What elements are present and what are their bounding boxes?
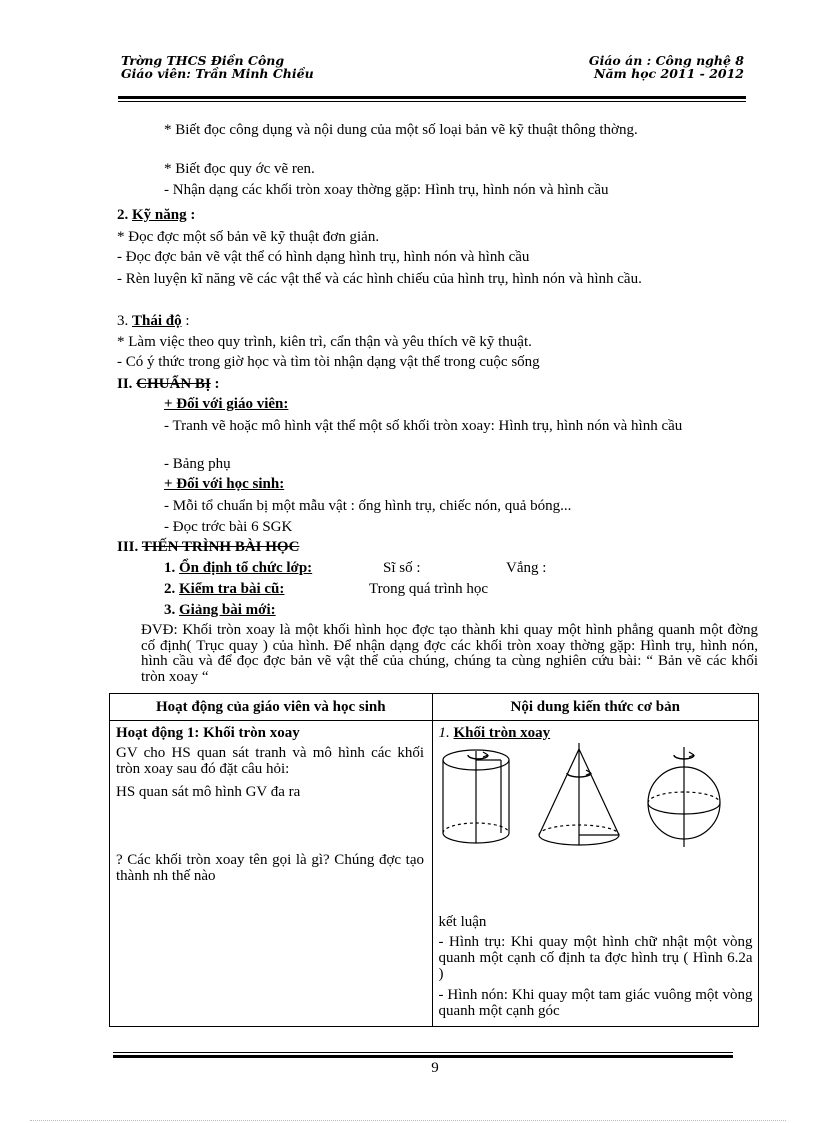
attendance-count: Sĩ số :: [383, 560, 421, 576]
attitude-line: * Làm việc theo quy trình, kiên trì, cẩn thận và yêu thích vẽ kỹ thuật.: [117, 334, 532, 350]
skills-heading-title: Kỹ năng: [132, 207, 187, 223]
attitude-heading-num: 3.: [117, 313, 129, 329]
student-prep-label: + Đối với học sinh:: [164, 476, 285, 492]
prep-heading-num: II.: [117, 376, 133, 392]
lesson-intro: ĐVĐ: Khối tròn xoay là một khối hình học đợc tạo thành khi quay một hình phẳng quanh một đờng cố định( Trục quay ) của hình. Để nhận dạng đợc các khối tròn xoay thờng gặp: Hình trụ, hình nón, hình cầu và để đọc đợc bản vẽ vật thể của chúng, chúng ta cùng nghiên cứu bài: “ Bản vẽ các khối tròn xoay “: [141, 622, 758, 685]
page-edge: [30, 1120, 786, 1121]
step-num: 2.: [164, 581, 176, 597]
prep-heading: [117, 376, 220, 392]
attitude-heading: [117, 313, 190, 329]
sphere-figure: [648, 747, 720, 847]
footer-rule-thin: [113, 1052, 733, 1053]
teacher-prep-line: - Tranh vẽ hoặc mô hình vật thể một số khối tròn xoay: Hình trụ, hình nón và hình cầu: [164, 418, 683, 434]
student-prep-line: - Đọc trớc bài 6 SGK: [164, 519, 293, 535]
skills-heading-colon: :: [186, 207, 196, 223]
prep-heading-title: CHUẨN BỊ: [136, 376, 211, 392]
skills-line: - Rèn luyện kĩ năng vẽ các vật thể và các hình chiếu của hình trụ, hình nón và hình cầu.: [117, 271, 642, 287]
activity-question: ? Các khối tròn xoay tên gọi là gì? Chúng đợc tạo thành nh thế nào: [116, 852, 424, 884]
step-class-org: [164, 560, 312, 576]
cylinder-figure: [443, 750, 509, 843]
step-title: Ổn định tổ chức lớp:: [179, 560, 313, 576]
cone-definition: - Hình nón: Khi quay một tam giác vuông một vòng quanh một cạnh góc: [438, 987, 753, 1019]
attitude-line: - Có ý thức trong giờ học và tìm tòi nhận dạng vật thể trong cuộc sống: [117, 354, 540, 370]
absent-count: Vắng :: [506, 560, 547, 576]
teacher-prep-label: + Đối với giáo viên:: [164, 396, 289, 412]
step-old-lesson-text: Trong quá trình học: [369, 581, 489, 597]
objective-line: - Nhận dạng các khối tròn xoay thờng gặp: Hình trụ, hình nón và hình cầu: [164, 182, 609, 198]
student-prep-line: - Mỗi tổ chuẩn bị một mẫu vật : ống hình trụ, chiếc nón, quả bóng...: [164, 498, 572, 514]
content-cell: [432, 721, 759, 1027]
cone-figure: [539, 743, 619, 845]
page-number: 9: [431, 1060, 439, 1076]
header-rule-thin: [118, 101, 746, 102]
process-heading-num: III.: [117, 539, 139, 555]
activity-cell: [110, 721, 433, 1027]
attitude-heading-title: Thái độ: [132, 313, 182, 329]
lesson-table: [109, 693, 759, 1027]
content-title-text: Khối tròn xoay: [453, 725, 551, 741]
process-heading-title: TIẾN TRÌNH BÀI HỌC: [141, 539, 300, 555]
header-teacher: Giáo viên: Trần Minh Chiều: [121, 66, 314, 81]
header-rule: [118, 96, 746, 99]
objective-line: * Biết đọc quy ớc vẽ ren.: [164, 161, 315, 177]
step-num: 1.: [164, 560, 176, 576]
skills-line: * Đọc đợc một số bản vẽ kỹ thuật đơn giản.: [117, 229, 380, 245]
attitude-heading-colon: :: [181, 313, 190, 329]
header-subject: Giáo án : Công nghệ 8: [588, 53, 744, 68]
skills-heading-num: 2.: [117, 207, 129, 223]
cylinder-definition: - Hình trụ: Khi quay một hình chữ nhật một vòng quanh một cạnh cố định ta đợc hình trụ ( Hình 6.2a ): [438, 934, 753, 982]
header-year: Năm học 2011 - 2012: [594, 66, 744, 81]
step-new-lesson: [164, 602, 276, 618]
col2-header: Nội dung kiến thức cơ bản: [432, 694, 759, 721]
activity-text: GV cho HS quan sát tranh và mô hình các khối tròn xoay sau đó đặt câu hỏi:: [116, 745, 424, 777]
conclusion-label: kết luận: [438, 914, 487, 930]
activity-title: Hoạt động 1: Khối tròn xoay: [116, 725, 300, 741]
step-title: Giảng bài mới:: [179, 602, 276, 618]
process-heading: [117, 539, 299, 555]
header-school: Trờng THCS Điền Công: [121, 53, 285, 68]
solids-illustration: [433, 743, 758, 863]
activity-text: HS quan sát mô hình GV đa ra: [116, 784, 301, 800]
footer-rule: [113, 1055, 733, 1058]
skills-line: - Đọc đợc bản vẽ vật thể có hình dạng hình trụ, hình nón và hình cầu: [117, 249, 530, 265]
step-num: 3.: [164, 602, 176, 618]
step-old-lesson: [164, 581, 284, 597]
prep-heading-colon: :: [210, 376, 220, 392]
col1-header: Hoạt động của giáo viên và học sinh: [110, 694, 433, 721]
teacher-prep-line: - Bảng phụ: [164, 456, 231, 472]
skills-heading: [117, 207, 195, 223]
objective-line: * Biết đọc công dụng và nội dung của một số loại bản vẽ kỹ thuật thông thờng.: [164, 122, 638, 138]
step-title: Kiểm tra bài cũ:: [179, 581, 285, 597]
content-title: [439, 725, 551, 741]
content-title-num: 1.: [438, 725, 450, 741]
